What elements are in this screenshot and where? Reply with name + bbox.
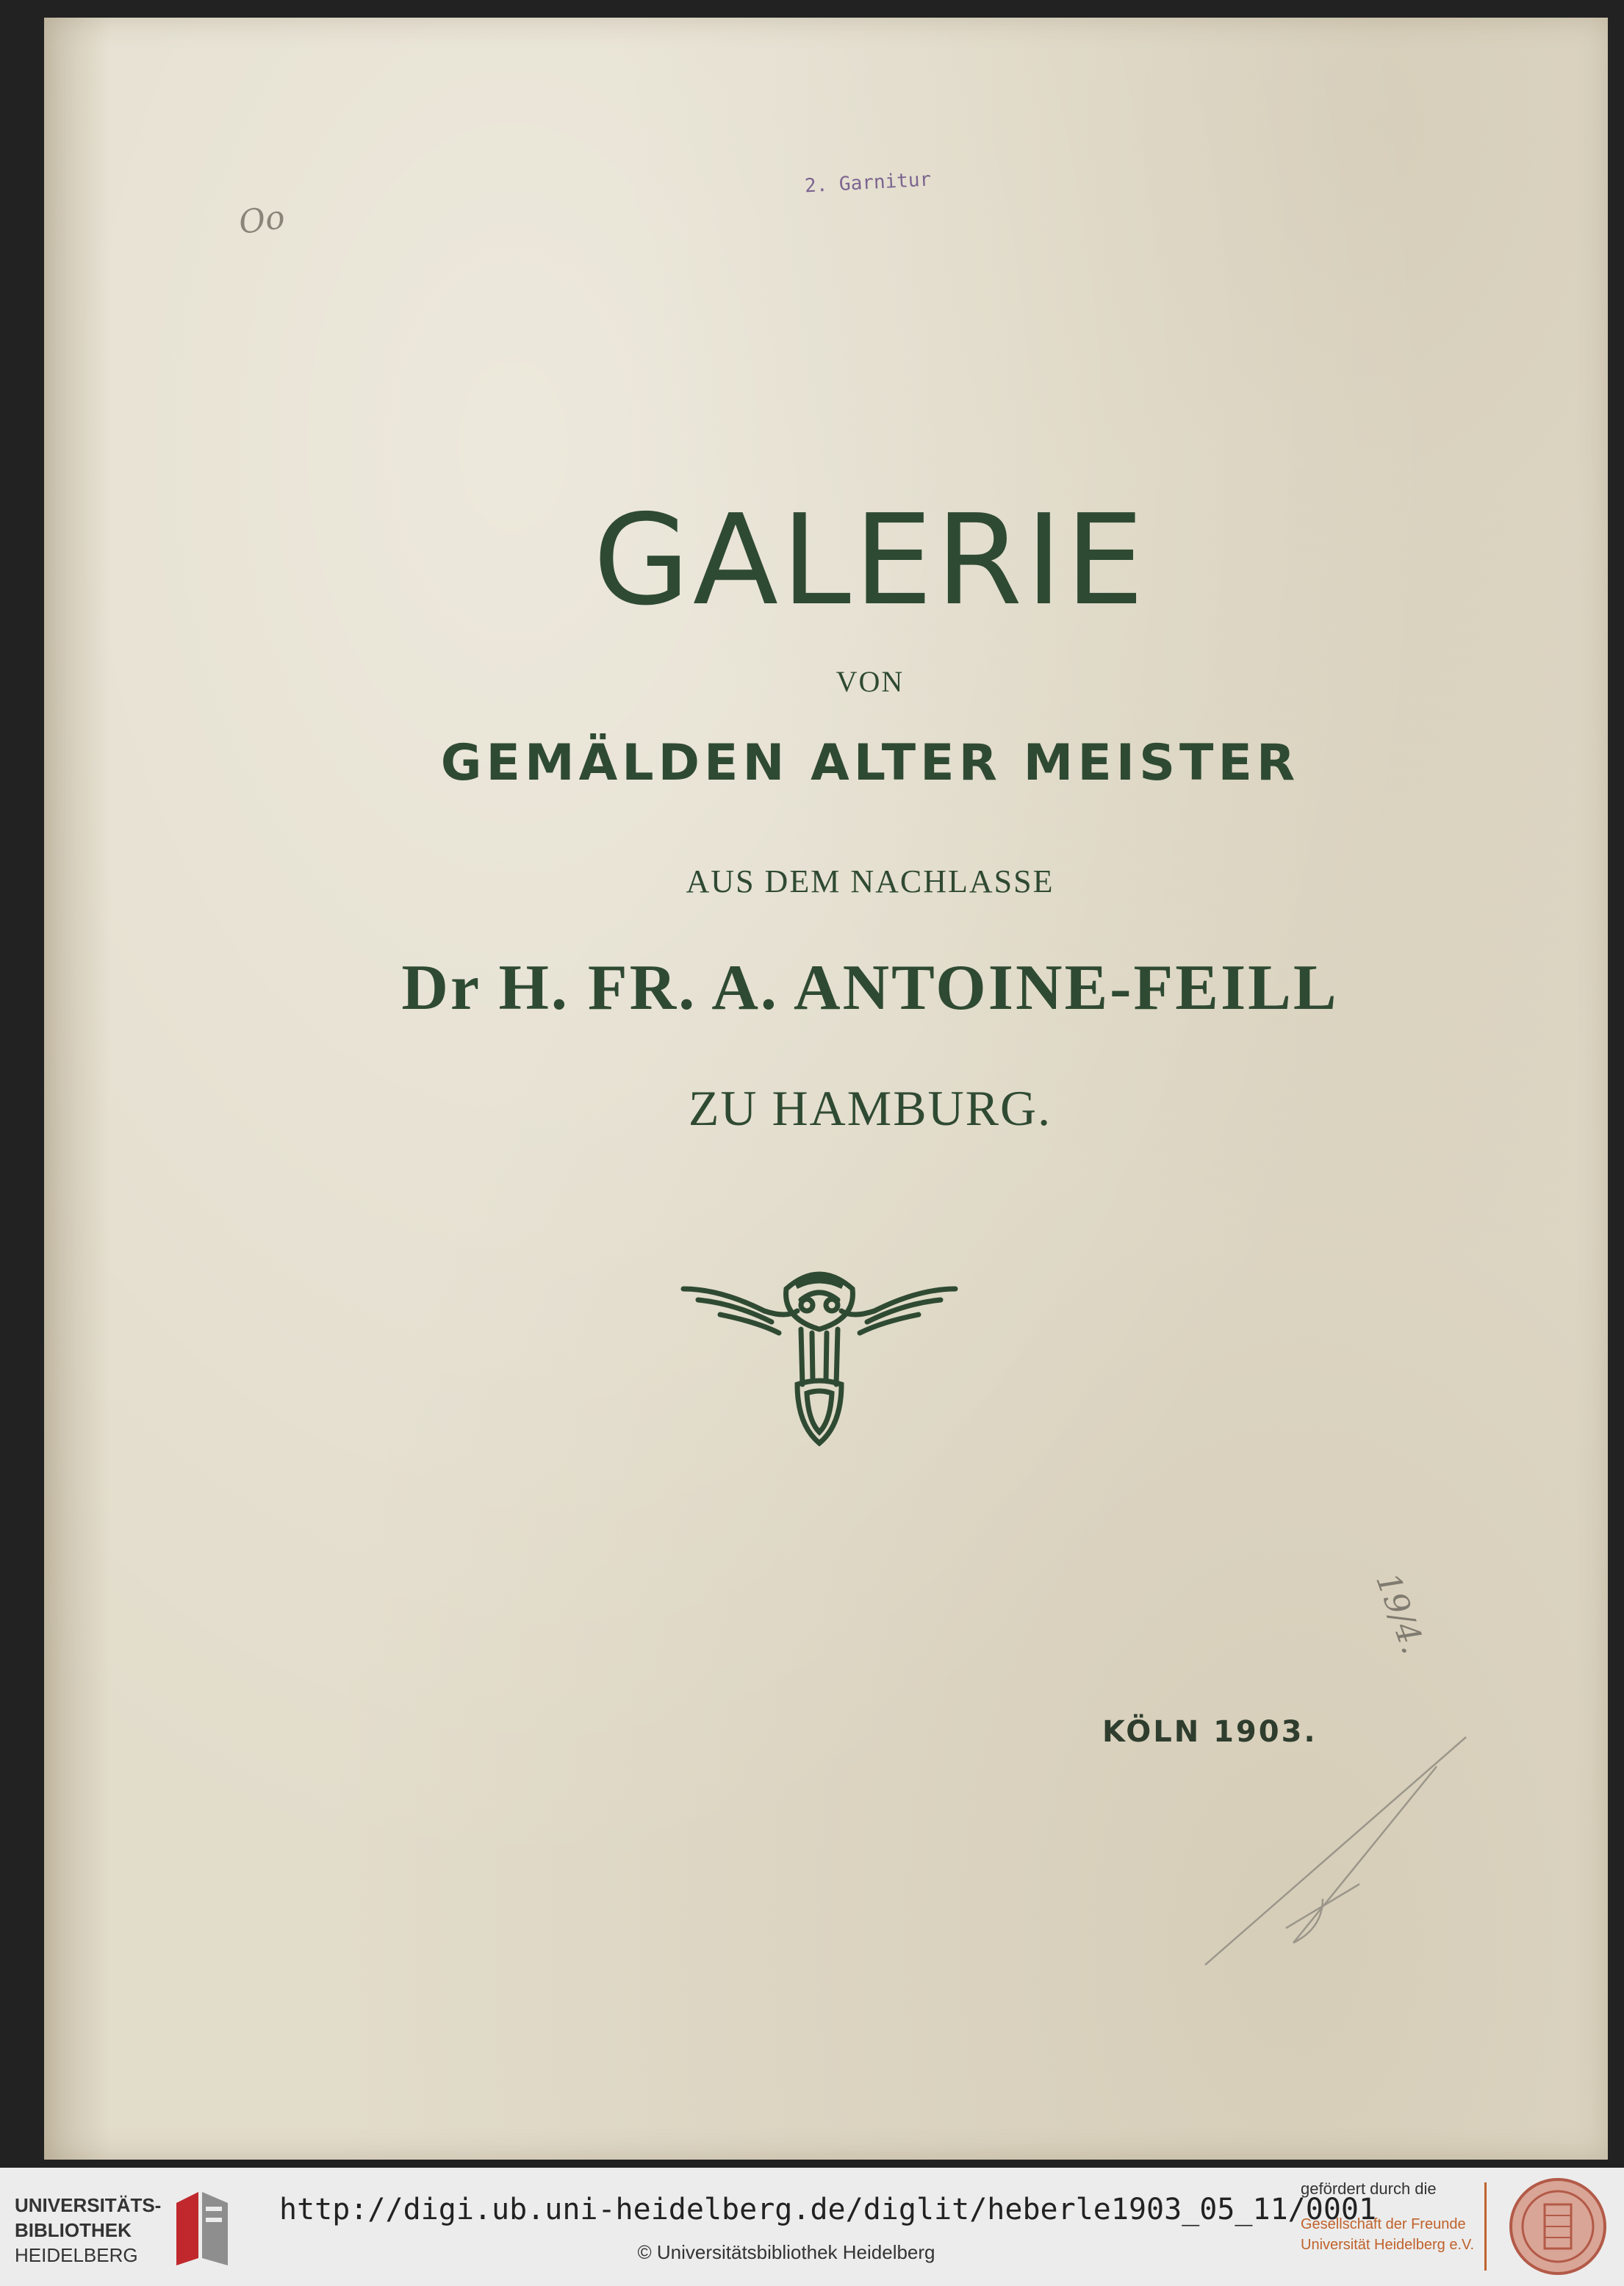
library-book-icon xyxy=(169,2188,235,2269)
library-name-line1: UNIVERSITÄTS- xyxy=(15,2194,162,2216)
cover-provenance: AUS DEM NACHLASSE xyxy=(686,863,1054,899)
library-logo[interactable] xyxy=(15,2188,235,2269)
cover-title: GALERIE xyxy=(593,488,1147,633)
university-seal-icon xyxy=(1506,2175,1609,2278)
library-stamp: 2. Garnitur xyxy=(804,168,932,198)
copyright-notice: © Universitätsbibliothek Heidelberg xyxy=(637,2241,935,2263)
sponsor-name-line1: Gesellschaft der Freunde xyxy=(1301,2216,1466,2232)
book-cover xyxy=(44,18,1608,2160)
sponsor-divider xyxy=(1484,2182,1487,2271)
permalink-url[interactable]: http://digi.ub.uni-heidelberg.de/diglit/heberle1903_05_11/0001 xyxy=(279,2193,1377,2226)
pencil-mark: Oo xyxy=(236,198,287,242)
cover-subject: GEMÄLDEN ALTER MEISTER xyxy=(440,734,1300,792)
sponsor-name-line2: Universität Heidelberg e.V. xyxy=(1301,2237,1475,2253)
cover-von: VON xyxy=(836,665,905,698)
library-name-line3: HEIDELBERG xyxy=(15,2244,138,2266)
cover-place: ZU HAMBURG. xyxy=(688,1080,1052,1136)
pencil-fraction: 19/4. xyxy=(1368,1568,1432,1659)
sponsor-label: gefördert durch die xyxy=(1301,2179,1437,2198)
cover-collector-name: Dr H. FR. A. ANTOINE-FEILL xyxy=(401,952,1339,1024)
footer-bar xyxy=(0,2168,1624,2286)
cover-imprint: KÖLN 1903. xyxy=(1102,1715,1318,1749)
art-nouveau-winged-ornament-icon xyxy=(676,1259,963,1451)
library-name-line2: BIBLIOTHEK xyxy=(15,2219,132,2241)
